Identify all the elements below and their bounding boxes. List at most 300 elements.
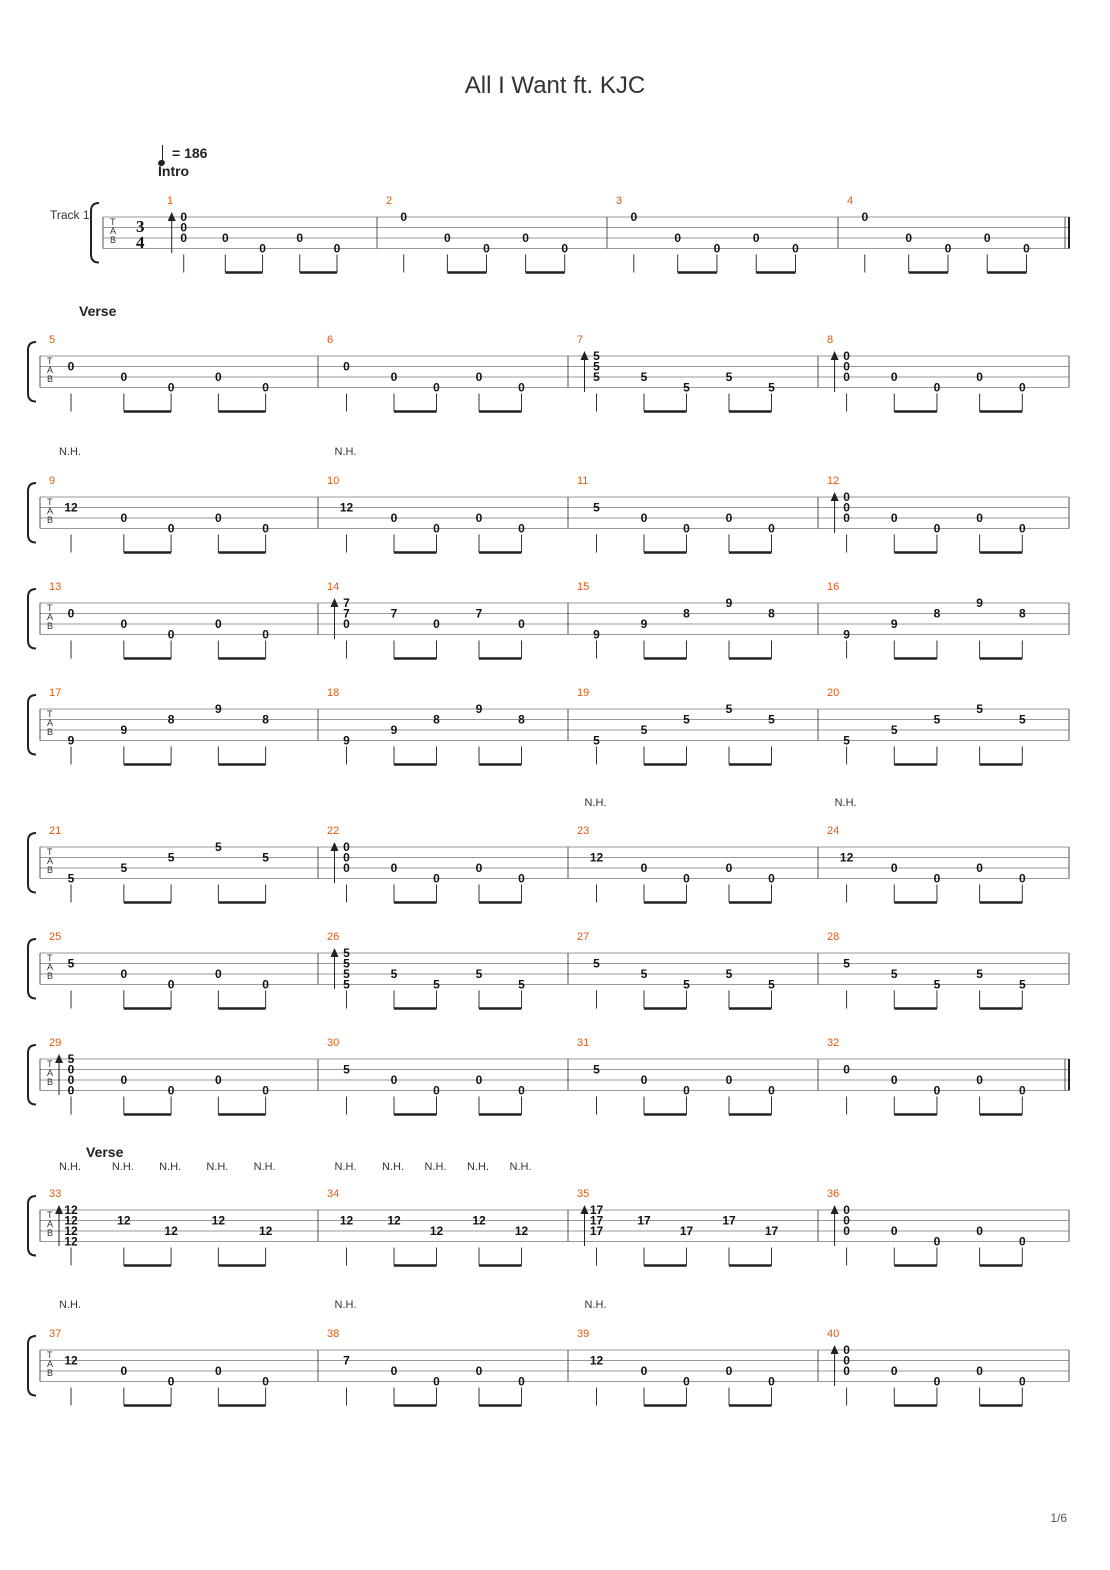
tab-clef-letter: T xyxy=(47,953,53,963)
fret-number: 0 xyxy=(180,231,188,245)
tab-clef-letter: B xyxy=(47,374,54,384)
fret-number: 8 xyxy=(518,712,525,727)
fret-number: 0 xyxy=(167,977,175,992)
fret-number: 0 xyxy=(518,1083,525,1098)
fret-number: 0 xyxy=(976,370,983,384)
fret-number: 5 xyxy=(475,967,483,981)
fret-number: 0 xyxy=(713,241,721,256)
fret-number: 5 xyxy=(343,977,350,992)
measure-number: 3 xyxy=(616,195,623,207)
fret-number: 5 xyxy=(725,967,733,981)
fret-number: 0 xyxy=(933,1374,941,1389)
fret-number: 0 xyxy=(674,231,682,245)
fret-number: 0 xyxy=(843,1203,850,1217)
fret-number: 0 xyxy=(120,617,128,631)
fret-number: 9 xyxy=(390,723,398,737)
fret-number: 0 xyxy=(120,967,128,981)
fret-number: 5 xyxy=(215,840,222,854)
fret-number: 0 xyxy=(983,231,991,245)
fret-number: 7 xyxy=(390,606,398,621)
fret-number: 0 xyxy=(683,1083,690,1098)
fret-number: 0 xyxy=(976,511,983,525)
fret-number: 0 xyxy=(221,231,229,245)
fret-number: 5 xyxy=(683,712,690,727)
fret-number: 0 xyxy=(843,500,850,515)
fret-number: 5 xyxy=(976,702,983,716)
staff-brace xyxy=(28,695,36,755)
fret-number: 0 xyxy=(843,511,850,525)
fret-number: 0 xyxy=(343,359,350,374)
measure-number: 27 xyxy=(577,931,590,943)
fret-number: 8 xyxy=(683,606,690,621)
section-label: Verse xyxy=(86,1144,124,1160)
measure-number: 15 xyxy=(577,581,590,593)
section-label: Verse xyxy=(79,303,117,319)
fret-number: 0 xyxy=(215,370,222,384)
fret-number: 0 xyxy=(725,1073,733,1087)
fret-number: 5 xyxy=(390,967,398,981)
fret-number: 5 xyxy=(343,1062,350,1077)
measure-number: 25 xyxy=(49,931,62,943)
fret-number: 0 xyxy=(433,521,440,536)
fret-number: 0 xyxy=(120,370,128,384)
tab-clef-letter: A xyxy=(47,365,54,375)
fret-number: 0 xyxy=(630,210,638,224)
fret-number: 0 xyxy=(120,511,128,525)
fret-number: 0 xyxy=(262,380,269,395)
measure-number: 29 xyxy=(49,1037,62,1049)
fret-number: 0 xyxy=(843,1343,850,1357)
fret-number: 0 xyxy=(433,871,440,886)
natural-harmonic-label: N.H. xyxy=(253,1161,276,1173)
section-label: Intro xyxy=(158,163,190,179)
natural-harmonic-label: N.H. xyxy=(584,1299,607,1311)
fret-number: 0 xyxy=(390,1073,398,1087)
fret-number: 0 xyxy=(1023,241,1030,256)
fret-number: 9 xyxy=(640,617,648,631)
tab-clef-letter: B xyxy=(47,1228,54,1238)
fret-number: 5 xyxy=(433,977,440,992)
tab-clef-letter: A xyxy=(47,1219,54,1229)
time-signature-bottom: 4 xyxy=(136,233,145,252)
measure-number: 32 xyxy=(827,1037,840,1049)
fret-number: 5 xyxy=(843,733,850,748)
fret-number: 0 xyxy=(433,617,440,631)
fret-number: 0 xyxy=(561,241,569,256)
natural-harmonic-label: N.H. xyxy=(834,797,857,809)
tab-clef-letter: B xyxy=(47,865,54,875)
fret-number: 17 xyxy=(679,1224,694,1238)
measure-number: 16 xyxy=(827,581,840,593)
tab-clef-letter: B xyxy=(110,235,117,245)
fret-number: 0 xyxy=(976,1224,983,1238)
fret-number: 5 xyxy=(768,712,775,727)
measure-number: 4 xyxy=(847,195,854,207)
measure-number: 31 xyxy=(577,1037,590,1049)
fret-number: 12 xyxy=(514,1224,529,1238)
tab-clef-letter: A xyxy=(47,856,54,866)
fret-number: 0 xyxy=(933,1234,941,1249)
fret-number: 0 xyxy=(792,241,799,256)
measure-number: 20 xyxy=(827,687,840,699)
tab-clef-letter: T xyxy=(47,497,53,507)
fret-number: 0 xyxy=(262,1083,269,1098)
tab-clef-letter: T xyxy=(47,1210,53,1220)
fret-number: 0 xyxy=(640,511,648,525)
fret-number: 12 xyxy=(117,1213,131,1228)
fret-number: 0 xyxy=(752,231,760,245)
fret-number: 12 xyxy=(64,1203,78,1217)
tab-clef-letter: A xyxy=(47,1359,54,1369)
measure-number: 24 xyxy=(827,825,840,837)
fret-number: 17 xyxy=(589,1224,604,1238)
fret-number: 0 xyxy=(120,1073,128,1087)
fret-number: 0 xyxy=(215,511,222,525)
staff-brace xyxy=(91,203,99,263)
fret-number: 0 xyxy=(861,210,869,224)
fret-number: 0 xyxy=(390,511,398,525)
fret-number: 12 xyxy=(339,1213,354,1228)
staff-brace xyxy=(28,342,36,402)
fret-number: 5 xyxy=(593,1062,600,1077)
fret-number: 5 xyxy=(933,712,941,727)
natural-harmonic-label: N.H. xyxy=(424,1161,447,1173)
fret-number: 0 xyxy=(1018,871,1026,886)
fret-number: 0 xyxy=(843,1364,850,1378)
fret-number: 0 xyxy=(768,521,775,536)
fret-number: 0 xyxy=(725,1364,733,1378)
fret-number: 5 xyxy=(67,871,75,886)
fret-number: 8 xyxy=(262,712,269,727)
fret-number: 12 xyxy=(589,850,604,865)
fret-number: 12 xyxy=(429,1224,444,1238)
fret-number: 0 xyxy=(976,1364,983,1378)
measure-number: 5 xyxy=(49,334,56,346)
fret-number: 0 xyxy=(933,871,941,886)
fret-number: 7 xyxy=(475,606,483,621)
fret-number: 9 xyxy=(976,596,983,610)
measure-number: 6 xyxy=(327,334,334,346)
fret-number: 0 xyxy=(905,231,913,245)
fret-number: 0 xyxy=(640,1073,648,1087)
fret-number: 5 xyxy=(933,977,941,992)
fret-number: 12 xyxy=(589,1353,604,1368)
fret-number: 0 xyxy=(518,1374,525,1389)
fret-number: 0 xyxy=(433,1374,440,1389)
fret-number: 12 xyxy=(64,1353,78,1368)
fret-number: 0 xyxy=(167,1374,175,1389)
staff-brace xyxy=(28,1336,36,1396)
fret-number: 5 xyxy=(343,967,350,981)
measure-number: 39 xyxy=(577,1328,590,1340)
fret-number: 12 xyxy=(387,1213,401,1228)
measure-number: 2 xyxy=(386,195,393,207)
fret-number: 5 xyxy=(593,349,600,363)
fret-number: 5 xyxy=(343,946,350,960)
fret-number: 0 xyxy=(180,220,188,235)
measure-number: 18 xyxy=(327,687,340,699)
measure-number: 35 xyxy=(577,1188,590,1200)
fret-number: 0 xyxy=(890,511,898,525)
measure-number: 37 xyxy=(49,1328,62,1340)
fret-number: 0 xyxy=(1018,380,1026,395)
fret-number: 12 xyxy=(64,500,78,515)
natural-harmonic-label: N.H. xyxy=(59,1161,82,1173)
fret-number: 0 xyxy=(120,1364,128,1378)
fret-number: 0 xyxy=(518,871,525,886)
natural-harmonic-label: N.H. xyxy=(382,1161,404,1173)
fret-number: 5 xyxy=(343,956,350,971)
fret-number: 17 xyxy=(589,1203,604,1217)
tab-clef-letter: T xyxy=(47,603,53,613)
fret-number: 0 xyxy=(768,871,775,886)
staff-brace xyxy=(28,589,36,649)
fret-number: 12 xyxy=(339,500,354,515)
fret-number: 0 xyxy=(215,1073,222,1087)
fret-number: 0 xyxy=(683,871,690,886)
fret-number: 0 xyxy=(262,977,269,992)
fret-number: 5 xyxy=(1018,977,1026,992)
fret-number: 12 xyxy=(64,1213,78,1228)
fret-number: 5 xyxy=(67,1052,75,1066)
fret-number: 0 xyxy=(433,380,440,395)
fret-number: 7 xyxy=(343,1353,350,1368)
measure-number: 9 xyxy=(49,475,56,487)
fret-number: 0 xyxy=(390,861,398,875)
fret-number: 0 xyxy=(843,370,850,384)
measure-number: 13 xyxy=(49,581,62,593)
fret-number: 0 xyxy=(640,861,648,875)
fret-number: 5 xyxy=(725,370,733,384)
fret-number: 5 xyxy=(262,850,269,865)
fret-number: 9 xyxy=(120,723,128,737)
natural-harmonic-label: N.H. xyxy=(59,446,82,458)
fret-number: 9 xyxy=(215,702,222,716)
fret-number: 5 xyxy=(725,702,733,716)
natural-harmonic-label: N.H. xyxy=(334,446,357,458)
fret-number: 0 xyxy=(640,1364,648,1378)
fret-number: 0 xyxy=(933,521,941,536)
fret-number: 0 xyxy=(843,1062,850,1077)
measure-number: 14 xyxy=(327,581,340,593)
measure-number: 10 xyxy=(327,475,340,487)
measure-number: 36 xyxy=(827,1188,840,1200)
fret-number: 0 xyxy=(390,370,398,384)
fret-number: 0 xyxy=(262,627,269,642)
fret-number: 5 xyxy=(593,956,600,971)
tab-clef-letter: T xyxy=(47,1059,53,1069)
fret-number: 12 xyxy=(64,1224,78,1238)
fret-number: 5 xyxy=(843,956,850,971)
tab-clef-letter: B xyxy=(47,515,54,525)
tab-clef-letter: A xyxy=(47,962,54,972)
fret-number: 17 xyxy=(764,1224,779,1238)
fret-number: 0 xyxy=(843,359,850,374)
fret-number: 12 xyxy=(258,1224,273,1238)
natural-harmonic-label: N.H. xyxy=(334,1161,357,1173)
song-title: All I Want ft. KJC xyxy=(464,72,646,99)
measure-number: 17 xyxy=(49,687,62,699)
fret-number: 0 xyxy=(343,861,350,875)
fret-number: 0 xyxy=(843,1224,850,1238)
measure-number: 11 xyxy=(577,475,589,487)
fret-number: 0 xyxy=(725,511,733,525)
fret-number: 0 xyxy=(976,1073,983,1087)
track-label: Track 1 xyxy=(50,208,90,222)
natural-harmonic-label: N.H. xyxy=(584,797,607,809)
fret-number: 0 xyxy=(944,241,952,256)
fret-number: 0 xyxy=(683,1374,690,1389)
fret-number: 5 xyxy=(593,359,600,374)
fret-number: 0 xyxy=(890,1224,898,1238)
natural-harmonic-label: N.H. xyxy=(509,1161,532,1173)
fret-number: 0 xyxy=(215,617,222,631)
fret-number: 5 xyxy=(593,733,600,748)
fret-number: 0 xyxy=(67,1073,75,1087)
fret-number: 8 xyxy=(768,606,775,621)
tab-clef-letter: T xyxy=(47,709,53,719)
fret-number: 5 xyxy=(976,967,983,981)
fret-number: 0 xyxy=(167,380,175,395)
staff-brace xyxy=(28,833,36,893)
fret-number: 12 xyxy=(839,850,854,865)
measure-number: 23 xyxy=(577,825,590,837)
fret-number: 5 xyxy=(768,380,775,395)
fret-number: 0 xyxy=(259,241,266,256)
fret-number: 0 xyxy=(1018,1083,1026,1098)
fret-number: 0 xyxy=(215,967,222,981)
measure-number: 40 xyxy=(827,1328,840,1340)
fret-number: 0 xyxy=(890,1364,898,1378)
fret-number: 0 xyxy=(67,606,75,621)
fret-number: 5 xyxy=(890,967,898,981)
fret-number: 9 xyxy=(475,702,483,716)
tab-clef-letter: A xyxy=(47,1068,54,1078)
measure-number: 7 xyxy=(577,334,584,346)
fret-number: 9 xyxy=(67,733,75,748)
fret-number: 0 xyxy=(333,241,341,256)
fret-number: 5 xyxy=(640,967,648,981)
tab-clef-letter: T xyxy=(47,1350,53,1360)
tab-clef-letter: T xyxy=(47,847,53,857)
fret-number: 5 xyxy=(890,723,898,737)
staff-brace xyxy=(28,1196,36,1256)
fret-number: 0 xyxy=(475,1073,483,1087)
fret-number: 9 xyxy=(343,733,350,748)
fret-number: 0 xyxy=(475,511,483,525)
tab-clef-letter: A xyxy=(47,612,54,622)
fret-number: 9 xyxy=(843,627,850,642)
fret-number: 0 xyxy=(890,370,898,384)
fret-number: 0 xyxy=(843,1213,850,1228)
fret-number: 0 xyxy=(768,1374,775,1389)
fret-number: 0 xyxy=(890,1073,898,1087)
fret-number: 12 xyxy=(64,1234,78,1249)
fret-number: 0 xyxy=(167,1083,175,1098)
measure-number: 38 xyxy=(327,1328,340,1340)
fret-number: 5 xyxy=(640,723,648,737)
time-signature-top: 3 xyxy=(136,217,145,236)
fret-number: 5 xyxy=(768,977,775,992)
fret-number: 0 xyxy=(1018,1374,1026,1389)
fret-number: 0 xyxy=(215,1364,222,1378)
fret-number: 12 xyxy=(164,1224,178,1238)
fret-number: 5 xyxy=(593,370,600,384)
tempo-value: = 186 xyxy=(172,145,208,161)
fret-number: 0 xyxy=(390,1364,398,1378)
fret-number: 5 xyxy=(683,977,690,992)
tab-clef-letter: A xyxy=(110,226,117,236)
staff-brace xyxy=(28,1045,36,1105)
fret-number: 5 xyxy=(120,861,128,875)
measure-number: 28 xyxy=(827,931,840,943)
fret-number: 0 xyxy=(433,1083,440,1098)
measure-number: 21 xyxy=(49,825,62,837)
fret-number: 0 xyxy=(843,349,850,363)
staff-brace xyxy=(28,483,36,543)
fret-number: 0 xyxy=(444,231,451,245)
fret-number: 7 xyxy=(343,596,350,610)
fret-number: 0 xyxy=(167,627,175,642)
fret-number: 0 xyxy=(343,850,350,865)
measure-number: 1 xyxy=(167,195,174,207)
fret-number: 9 xyxy=(725,596,733,610)
tab-clef-letter: T xyxy=(47,356,53,366)
fret-number: 0 xyxy=(343,840,350,854)
fret-number: 0 xyxy=(843,1353,850,1368)
fret-number: 5 xyxy=(593,500,600,515)
fret-number: 0 xyxy=(475,861,483,875)
tab-clef-letter: A xyxy=(47,718,54,728)
fret-number: 5 xyxy=(167,850,175,865)
tab-clef-letter: B xyxy=(47,1368,54,1378)
fret-number: 5 xyxy=(640,370,648,384)
measure-number: 22 xyxy=(327,825,340,837)
fret-number: 0 xyxy=(400,210,408,224)
fret-number: 0 xyxy=(683,521,690,536)
fret-number: 12 xyxy=(472,1213,486,1228)
fret-number: 0 xyxy=(67,1062,75,1077)
measure-number: 8 xyxy=(827,334,834,346)
natural-harmonic-label: N.H. xyxy=(467,1161,489,1173)
tab-clef-letter: B xyxy=(47,727,54,737)
fret-number: 0 xyxy=(180,210,188,224)
measure-number: 34 xyxy=(327,1188,340,1200)
fret-number: 0 xyxy=(843,490,850,504)
fret-number: 0 xyxy=(933,380,941,395)
fret-number: 5 xyxy=(67,956,75,971)
fret-number: 0 xyxy=(67,359,75,374)
fret-number: 0 xyxy=(518,617,525,631)
fret-number: 5 xyxy=(518,977,525,992)
page-number: 1/6 xyxy=(1050,1511,1067,1525)
fret-number: 0 xyxy=(343,617,350,631)
natural-harmonic-label: N.H. xyxy=(206,1161,229,1173)
fret-number: 0 xyxy=(1018,521,1026,536)
fret-number: 9 xyxy=(890,617,898,631)
fret-number: 0 xyxy=(67,1083,75,1098)
tab-clef-letter: B xyxy=(47,971,54,981)
fret-number: 0 xyxy=(518,380,525,395)
fret-number: 8 xyxy=(933,606,941,621)
staff-brace xyxy=(28,939,36,999)
fret-number: 0 xyxy=(262,521,269,536)
fret-number: 5 xyxy=(683,380,690,395)
fret-number: 0 xyxy=(725,861,733,875)
fret-number: 0 xyxy=(976,861,983,875)
fret-number: 12 xyxy=(211,1213,226,1228)
fret-number: 17 xyxy=(637,1213,651,1228)
